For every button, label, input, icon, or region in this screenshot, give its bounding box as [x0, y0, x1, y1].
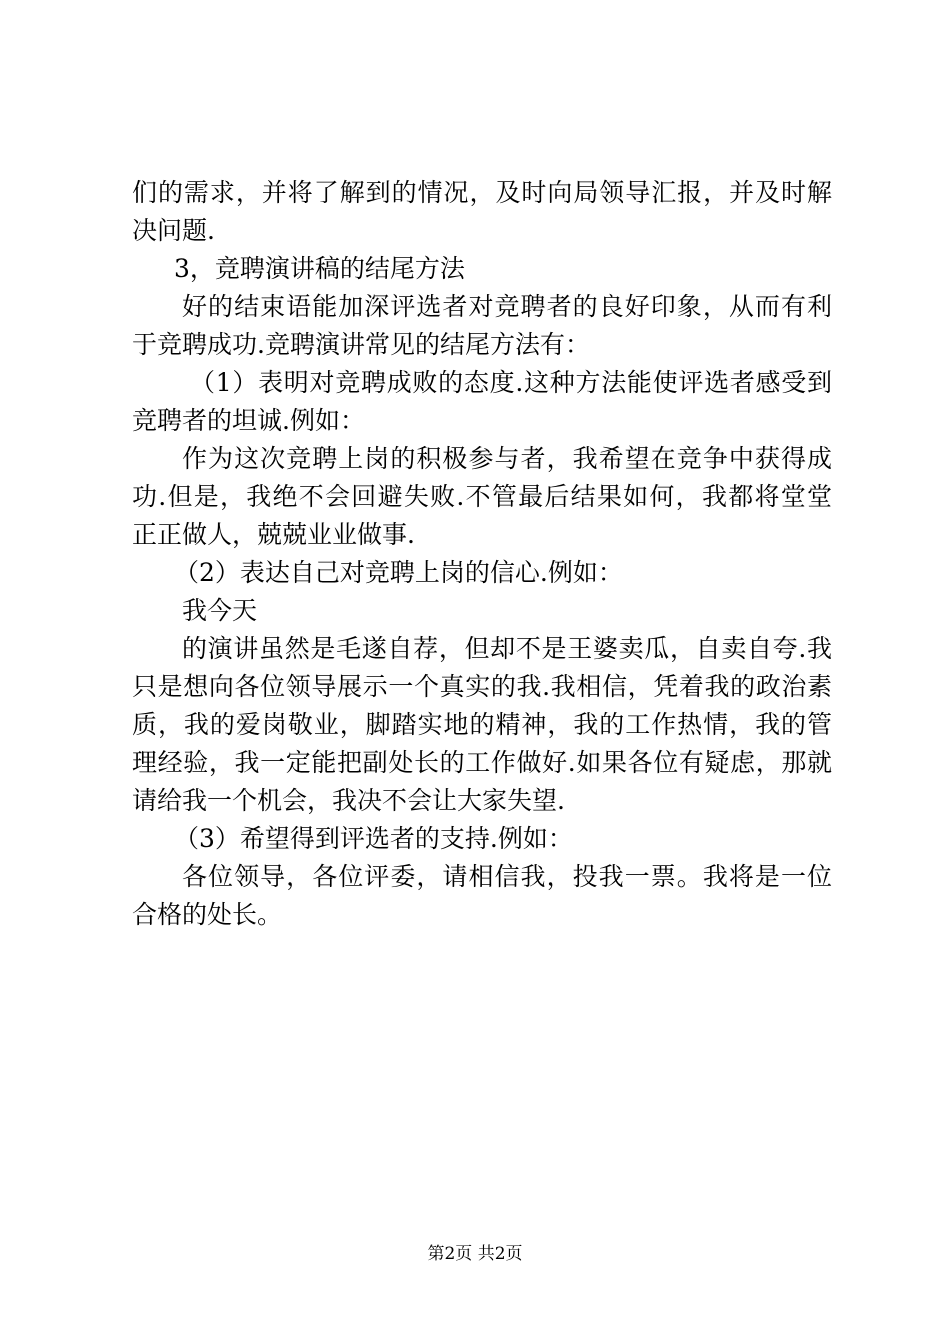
body-line: 们的需求，并将了解到的情况，及时向局领导汇报，并及时解	[132, 178, 832, 207]
body-line: 决问题.	[132, 216, 215, 245]
body-line: 各位领导，各位评委，请相信我，投我一票。我将是一位	[182, 862, 832, 891]
body-line: （2）表达自己对竞聘上岗的信心.例如：	[174, 558, 623, 587]
body-line: （3）希望得到评选者的支持.例如：	[174, 824, 573, 853]
document-body	[132, 174, 832, 934]
body-line: 请给我一个机会，我决不会让大家失望.	[132, 786, 565, 815]
body-line: 正正做人，兢兢业业做事.	[132, 520, 415, 549]
body-line: 竞聘者的坦诚.例如：	[132, 406, 365, 435]
body-line: 只是想向各位领导展示一个真实的我.我相信，凭着我的政治素	[132, 672, 832, 701]
body-line: 功.但是，我绝不会回避失败.不管最后结果如何，我都将堂堂	[132, 482, 832, 511]
section-heading: 3，竞聘演讲稿的结尾方法	[174, 254, 465, 283]
body-line: 理经验，我一定能把副处长的工作做好.如果各位有疑虑，那就	[132, 748, 832, 777]
body-line: 我今天	[182, 596, 258, 625]
body-line: 作为这次竞聘上岗的积极参与者，我希望在竞争中获得成	[182, 444, 832, 473]
body-line: 合格的处长。	[132, 900, 283, 929]
body-line: 质，我的爱岗敬业，脚踏实地的精神，我的工作热情，我的管	[132, 710, 832, 739]
body-line: 的演讲虽然是毛遂自荐，但却不是王婆卖瓜，自卖自夸.我	[182, 634, 832, 663]
body-line: （1）表明对竞聘成败的态度.这种方法能使评选者感受到	[190, 368, 832, 397]
body-line: 于竞聘成功.竞聘演讲常见的结尾方法有：	[132, 330, 590, 359]
page-number-footer: 第2页 共2页	[427, 1244, 523, 1264]
body-line: 好的结束语能加深评选者对竞聘者的良好印象，从而有利	[182, 292, 832, 321]
